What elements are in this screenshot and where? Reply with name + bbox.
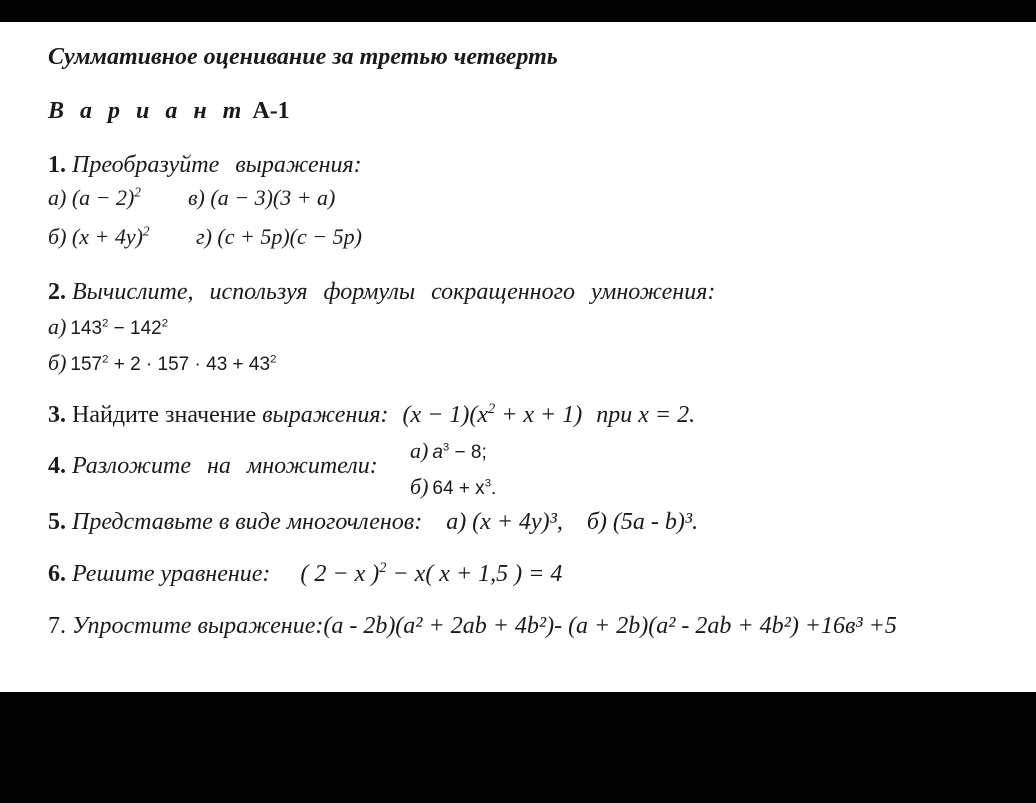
task-2-heading [48,279,715,306]
item-expression: (a − 2) [71,185,135,210]
item-exponent: 2 [134,184,141,200]
task-6-text: Решите уравнение: [72,561,271,587]
task-1-heading [48,152,362,179]
item-label: а) [410,438,429,463]
task-5-item-a: а) (x + 4y)³, [446,509,563,535]
task-4-text: Разложите на множители: [72,453,378,479]
task-1-item-b [48,224,150,250]
task-4-number: 4. [48,453,66,479]
item-expression: (c + 5p)(c − 5p) [217,224,362,249]
task-1-item-g [196,224,362,250]
task-3 [48,402,695,429]
variant-code: А-1 [252,98,290,124]
task-4-heading [48,453,378,480]
item-label: б) [48,350,67,375]
item-label: б) [410,474,429,499]
task-2-item-b [48,350,276,376]
variant-word: В а р и а н т [48,98,247,124]
worksheet-page [0,22,1036,692]
task-5-number: 5. [48,509,66,535]
task-3-number: 3. [48,402,66,428]
task-4-item-b [410,474,496,500]
item-exponent: 2 [142,223,150,239]
task-5-item-b: б) (5a - b)³. [586,509,699,535]
task-2-item-a [48,314,168,340]
worksheet-title: Суммативное оценивание за третью четверть [48,44,558,70]
item-expression: (a − 3)(3 + a) [210,185,336,210]
task-2-text: Вычислите, используя формулы сокращенного умножения: [72,279,716,305]
task-5 [48,509,698,536]
task-2-number: 2. [48,279,66,305]
item-label: б) [48,224,67,249]
task-1-item-v [188,185,335,211]
task-6 [48,561,562,588]
task-1-text: Преобразуйте выражения: [72,152,362,178]
task-1-item-a [48,185,141,211]
item-label: а) [48,185,67,210]
task-5-text: Представьте в виде многочленов: [72,509,423,535]
item-label: в) [188,185,205,210]
item-label: г) [196,224,212,249]
item-expression: $157^2 + 2 \cdot 157 \cdot 43 + 43^2$ [70,353,277,375]
task-3-italic-text: выражения: [262,402,389,428]
task-7 [48,613,897,640]
item-label: а) [48,314,67,339]
task-6-equation: ( 2 − x )$^2$ − x( x + 1,5 ) = 4 [300,560,563,587]
task-3-bold-text: Найдите значение [72,402,257,428]
item-expression: $143^2 - 142^2$ [70,317,169,339]
variant-heading [48,98,290,125]
task-3-condition: при x = 2. [596,402,696,428]
item-expression: $a^3 - 8$; [432,441,487,463]
item-expression: (x + 4y) [71,224,143,249]
task-4-item-a [410,438,487,464]
task-3-expression: $(x - 1)(x^2 + x + 1)$ [402,401,583,428]
item-expression: $64 + x^3$. [432,477,497,499]
task-7-number: 7. [48,613,66,639]
task-1-number: 1. [48,152,66,178]
task-6-number: 6. [48,561,66,587]
task-7-text: Упростите выражение:(a - 2b)(a² + 2ab + 4b²)- (a + 2b)(a² - 2ab + 4b²) +16в³ +5 [72,613,897,639]
